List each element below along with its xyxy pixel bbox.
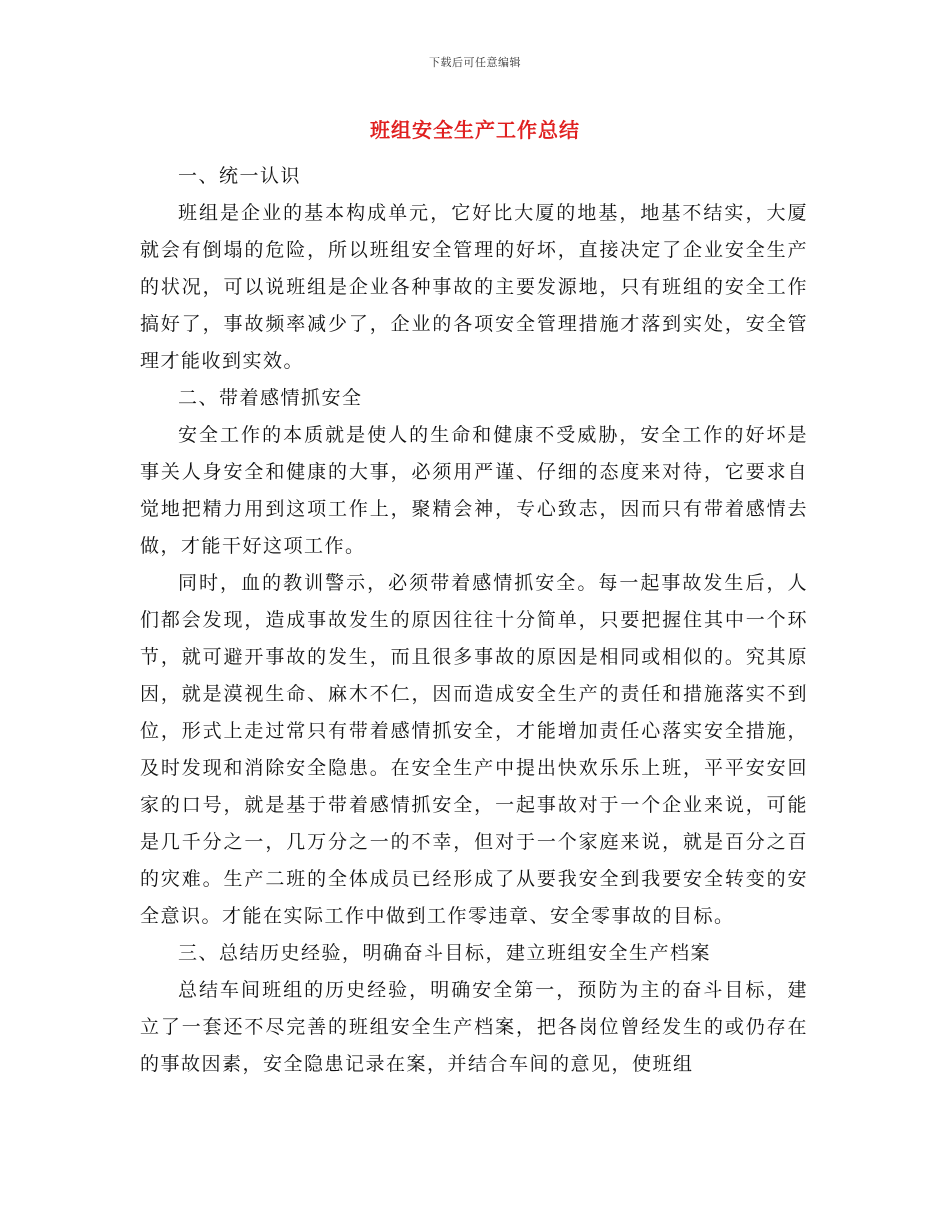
paragraph: 总结车间班组的历史经验，明确安全第一，预防为主的奋斗目标，建立了一套还不尽完善的班组安全生产档案，把各岗位曾经发生的或仍存在的事故因素，安全隐患记录在案，并结合车间的意见，使班组 — [140, 979, 808, 1075]
paragraph: 班组是企业的基本构成单元，它好比大厦的地基，地基不结实，大厦就会有倒塌的危险，所以班组安全管理的好坏，直接决定了企业安全生产的状况，可以说班组是企业各种事故的主要发源地，只有班组的安全工作搞好了，事故频率减少了，企业的各项安全管理措施才落到实处，安全管理才能收到实效。 — [140, 202, 808, 372]
section-heading-3: 三、总结历史经验，明确奋斗目标，建立班组安全生产档案 — [178, 942, 712, 964]
paragraph: 安全工作的本质就是使人的生命和健康不受威胁，安全工作的好坏是事关人身安全和健康的大事，必须用严谨、仔细的态度来对待，它要求自觉地把精力用到这项工作上，聚精会神，专心致志，因而只有带着感情去做，才能干好这项工作。 — [140, 424, 808, 557]
section-heading-2: 二、带着感情抓安全 — [178, 387, 363, 409]
document-title: 班组安全生产工作总结 — [370, 118, 580, 142]
document-body — [140, 158, 808, 1083]
paragraph: 同时，血的教训警示，必须带着感情抓安全。每一起事故发生后，人们都会发现，造成事故发生的原因往往十分简单，只要把握住其中一个环节，就可避开事故的发生，而且很多事故的原因是相同或相似的。究其原因，就是漠视生命、麻木不仁，因而造成安全生产的责任和措施落实不到位，形式上走过常只有带着感情抓安全，才能增加责任心落实安全措施，及时发现和消除安全隐患。在安全生产中提出快欢乐乐上班，平平安安回家的口号，就是基于带着感情抓安全，一起事故对于一个企业来说，可能是几千分之一，几万分之一的不幸，但对于一个家庭来说，就是百分之百的灾难。生产二班的全体成员已经形成了从要我安全到我要安全转变的安全意识。才能在实际工作中做到工作零违章、安全零事故的目标。 — [140, 572, 808, 927]
header-note: 下载后可任意编辑 — [429, 56, 521, 69]
section-heading-1: 一、统一认识 — [178, 165, 302, 187]
